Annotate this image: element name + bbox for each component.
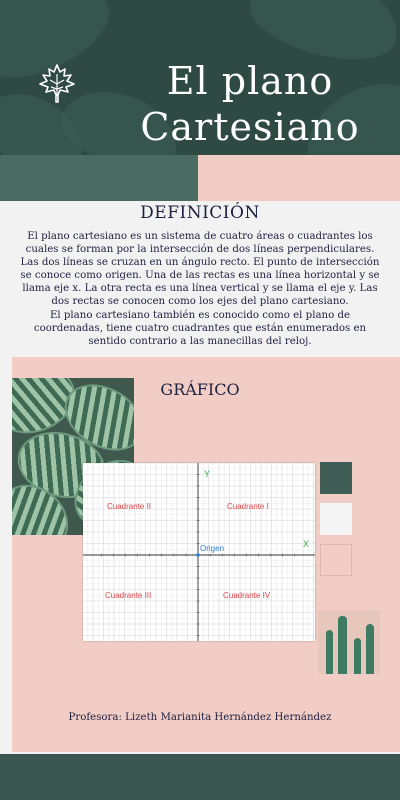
color-swatch-pink [320,544,352,576]
quadrant-ii-label: Cuadrante II [107,502,152,511]
quadrant-iii-label: Cuadrante III [105,591,152,600]
cartesian-plane-graph [83,463,315,641]
maple-leaf-icon [36,62,78,104]
cactus-stem [326,630,333,674]
graphic-heading: GRÁFICO [160,380,240,399]
color-swatch-green [320,462,352,494]
definition-text: El plano cartesiano es un sistema de cuatro áreas o cuadrantes los cuales se forman por la intersección de dos líneas perpendiculares. Las dos líneas se cruzan en un ángulo recto. El punto de intersección se conoce como origen. Una de las rectas es una línea horizontal y se llama eje x. La otra recta es una línea vertical y se llama el eje y. Las dos rectas se conocen como los ejes del plano cartesiano. El plano cartesiano también es conocido como el plano de coordenadas, tiene cuatro cuadrantes que están enumerados en sentido contrario a las manecillas del reloj. [20,231,380,347]
footer-band [0,754,400,800]
cactus-stem [338,616,347,674]
quadrant-iv-label: Cuadrante IV [223,591,271,600]
x-axis-label: X [303,539,310,549]
color-swatch-white [320,503,352,535]
cactus-stem [366,624,374,674]
definition-heading: DEFINICIÓN [140,203,260,223]
origin-point [196,553,200,557]
color-band-pink [198,155,400,201]
grid-lines [83,463,315,641]
axes [83,463,315,641]
cactus-stem [354,638,361,674]
color-band-green [0,155,198,201]
quadrant-i-label: Cuadrante I [227,502,269,511]
teacher-credit: Profesora: Lizeth Marianita Hernández Hernández [68,712,332,723]
y-axis-label: Y [204,469,211,479]
page-title: El plano Cartesiano [140,59,360,149]
cactus-photo [318,610,380,674]
cartesian-plane-svg [83,463,315,641]
origin-label: Origen [200,544,225,553]
